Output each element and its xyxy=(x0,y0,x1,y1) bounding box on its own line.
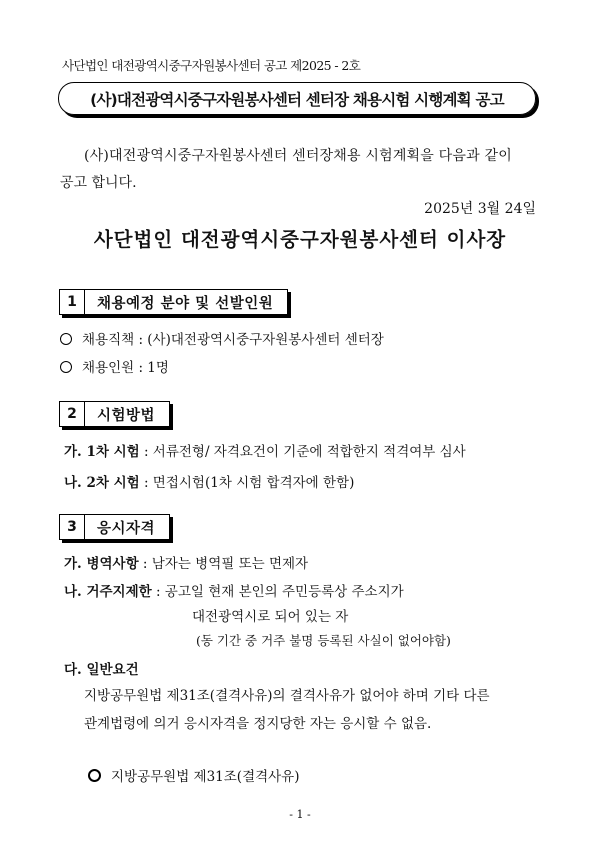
section-title: 시험방법 xyxy=(97,406,156,424)
item-label: 가. 병역사항 xyxy=(64,556,139,572)
item-text: : 서류전형/ 자격요건이 기준에 적합한지 적격여부 심사 xyxy=(143,444,466,460)
item-text: : 공고일 현재 본인의 주민등록상 주소지가 xyxy=(155,584,404,600)
announcement-date: 2025년 3월 24일 xyxy=(424,201,536,217)
list-item xyxy=(64,471,354,491)
announcement-title-box xyxy=(58,82,536,115)
sub-bullet-text: 지방공무원법 제31조(결격사유) xyxy=(111,769,300,785)
item-text: 채용인원 : 1명 xyxy=(82,360,169,376)
item-continuation: 대전광역시로 되어 있는 자 xyxy=(192,609,349,625)
section-1-header xyxy=(59,289,288,315)
section-number: 1 xyxy=(60,290,85,314)
paragraph-line2: 관계법령에 의거 응시자격을 정지당한 자는 응시할 수 없음. xyxy=(84,716,432,732)
section-title: 응시자격 xyxy=(97,519,156,537)
list-item xyxy=(64,552,308,572)
item-text: : 면접시험(1차 시험 합격자에 한함) xyxy=(143,475,355,491)
item-label: 가. 1차 시험 xyxy=(64,444,140,460)
circle-bullet-icon xyxy=(60,333,72,345)
item-text: 채용직책 : (사)대전광역시중구자원봉사센터 센터장 xyxy=(82,332,384,348)
paragraph-line1: 지방공무원법 제31조(결격사유)의 결격사유가 없어야 하며 기타 다른 xyxy=(84,688,490,704)
section-2-header xyxy=(59,401,170,427)
issuer-name: 사단법인 대전광역시중구자원봉사센터 이사장 xyxy=(93,228,507,251)
sub-bullet-item xyxy=(88,765,300,785)
intro-text-line2: 공고 합니다. xyxy=(60,175,137,191)
circle-bullet-icon xyxy=(88,769,101,782)
item-label: 다. 일반요건 xyxy=(64,662,139,678)
section-number: 2 xyxy=(60,402,85,426)
item-label: 나. 2차 시험 xyxy=(64,475,140,491)
item-text: : 남자는 병역필 또는 면제자 xyxy=(142,556,309,572)
list-item xyxy=(64,440,466,460)
list-item xyxy=(60,356,169,376)
page-number: - 1 - xyxy=(289,808,311,821)
section-title: 채용예정 분야 및 선발인원 xyxy=(97,294,274,312)
item-label: 나. 거주지제한 xyxy=(64,584,152,600)
list-item xyxy=(64,580,404,600)
intro-text-line1: (사)대전광역시중구자원봉사센터 센터장채용 시험계획을 다음과 같이 xyxy=(84,148,512,164)
notice-number: 사단법인 대전광역시중구자원봉사센터 공고 제2025 - 2호 xyxy=(62,58,361,73)
item-note: (동 기간 중 거주 불명 등록된 사실이 없어야함) xyxy=(196,633,451,648)
section-number: 3 xyxy=(60,515,85,539)
circle-bullet-icon xyxy=(60,361,72,373)
list-item xyxy=(60,328,384,348)
announcement-title: (사)대전광역시중구자원봉사센터 센터장 채용시험 시행계획 공고 xyxy=(90,90,504,109)
section-3-header xyxy=(59,514,170,540)
